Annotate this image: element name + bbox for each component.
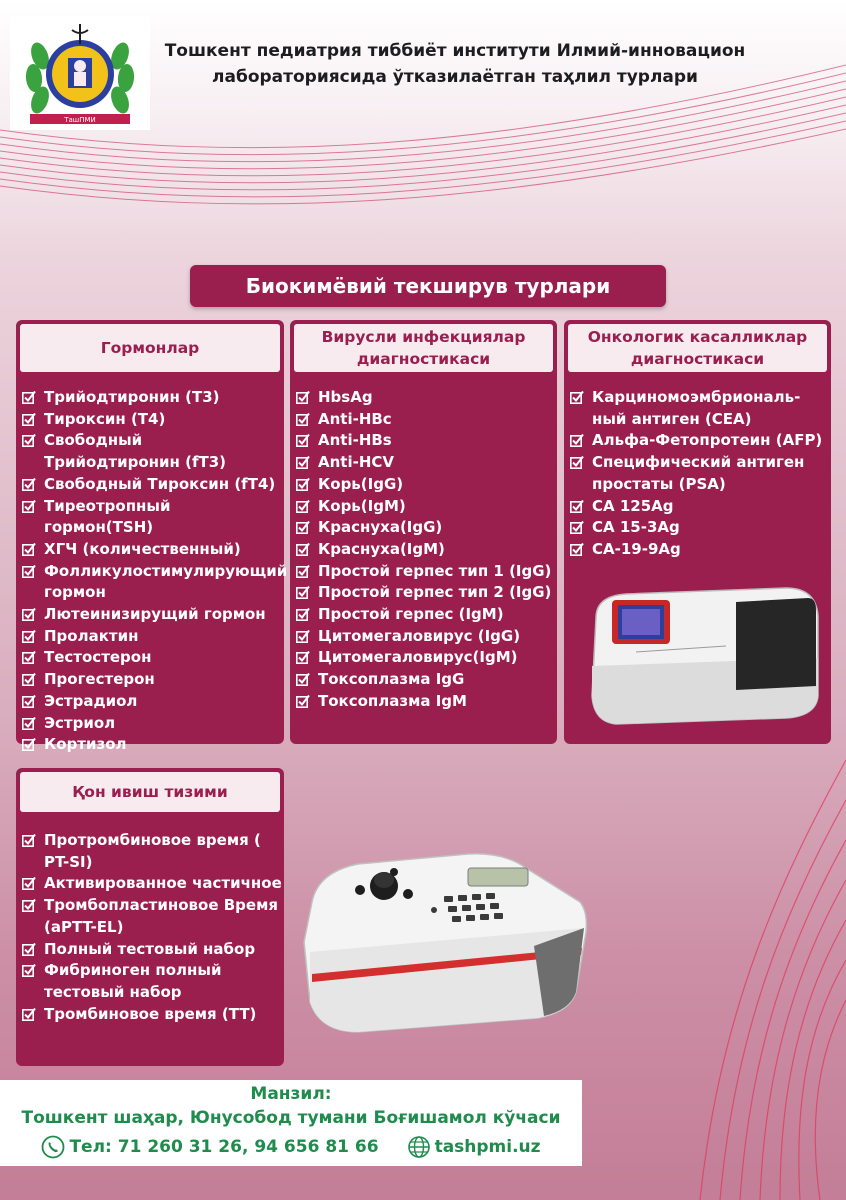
address-text: Тошкент шаҳар, Юнусобод тумани Боғишамол кўчаси (21, 1108, 561, 1128)
hormones-list (22, 387, 288, 756)
list-item-label: Краснуха(IgG) (318, 518, 443, 537)
check-box-icon (22, 390, 36, 404)
list-item-label: Активированное частичное (44, 874, 282, 893)
check-box-icon (296, 629, 310, 643)
check-box-icon (296, 499, 310, 513)
check-box-icon (570, 520, 584, 534)
list-item (570, 539, 829, 561)
list-item (296, 517, 555, 539)
page-title (155, 38, 755, 90)
check-box-icon (22, 898, 36, 912)
check-box-icon (296, 412, 310, 426)
list-item-label: Пролактин (44, 626, 139, 645)
list-item (22, 939, 282, 961)
list-item-label: Корь(IgG) (318, 474, 404, 493)
list-item-label: HbsAg (318, 388, 373, 406)
oncology-panel (564, 320, 831, 744)
check-box-icon (570, 542, 584, 556)
check-box-icon (296, 520, 310, 534)
list-item (570, 430, 829, 452)
hormones-panel-title: Гормонлар (20, 324, 280, 372)
logo-emblem (10, 16, 150, 130)
list-item (22, 604, 282, 626)
list-item-label: Anti-HCV (318, 453, 394, 472)
list-item (296, 691, 555, 713)
institute-logo (10, 16, 150, 130)
list-item-label: Корь(IgM) (318, 496, 406, 515)
hormones-panel (16, 320, 288, 754)
check-box-icon (22, 607, 36, 621)
list-item (22, 734, 282, 756)
list-item (296, 474, 555, 496)
list-item (570, 452, 829, 495)
check-box-icon (22, 1007, 36, 1021)
website-link[interactable]: tashpmi.uz (434, 1137, 541, 1157)
check-box-icon (296, 650, 310, 664)
coagulation-analyzer-image (298, 842, 590, 1038)
check-box-icon (22, 942, 36, 956)
list-item-label: CA-19-9Ag (592, 539, 681, 558)
list-item-label: Тромбопластиновое Время (aPTT-EL) (44, 896, 278, 936)
section-title: Биокимёвий текширув турлари (190, 265, 666, 307)
list-item-label: ХГЧ (количественный) (44, 539, 241, 558)
check-box-icon (22, 694, 36, 708)
phone-contact[interactable] (41, 1135, 378, 1159)
list-item-label: Кортизол (44, 735, 127, 754)
list-item-label: Эстриол (44, 713, 116, 732)
phone-icon (41, 1135, 65, 1159)
list-item (570, 517, 829, 539)
check-box-icon (22, 833, 36, 847)
check-box-icon (22, 433, 36, 447)
list-item-label: Цитомегаловирус (IgG) (318, 626, 521, 645)
list-item (22, 409, 282, 431)
list-item (22, 430, 282, 473)
list-item-label: Тромбиновое время (TT) (44, 1004, 257, 1023)
list-item-label: CA 15-3Ag (592, 518, 680, 537)
check-box-icon (296, 607, 310, 621)
list-item (22, 691, 282, 713)
coagulation-panel-title: Қон ивиш тизими (20, 772, 280, 812)
phone-number: Тел: 71 260 31 26, 94 656 81 66 (69, 1137, 379, 1157)
check-box-icon (570, 433, 584, 447)
address-label: Манзил: (250, 1084, 332, 1104)
list-item (570, 387, 829, 430)
list-item (296, 452, 555, 474)
check-box-icon (296, 542, 310, 556)
list-item-label: Эстрадиол (44, 691, 138, 710)
check-box-icon (296, 564, 310, 578)
list-item-label: Фибриноген полный тестовый набор (44, 961, 222, 1001)
list-item (22, 539, 282, 561)
list-item-label: Anti-HBs (318, 431, 392, 450)
list-item-label: Простой герпес (IgM) (318, 605, 504, 624)
list-item-label: Лютеинизирущий гормон (44, 605, 266, 624)
website-contact[interactable] (407, 1135, 541, 1159)
list-item (22, 960, 282, 1003)
list-item (22, 496, 282, 539)
check-box-icon (296, 477, 310, 491)
oncology-panel-title: Онкологик касалликлар диагностикаси (568, 324, 827, 372)
list-item-label: Протромбиновое время ( PT-SI) (44, 831, 261, 871)
list-item (22, 647, 282, 669)
list-item (296, 539, 555, 561)
list-item (296, 430, 555, 452)
check-box-icon (22, 542, 36, 556)
check-box-icon (296, 585, 310, 599)
check-box-icon (296, 455, 310, 469)
list-item-label: Токсоплазма IgG (318, 670, 465, 689)
check-box-icon (296, 672, 310, 686)
list-item (296, 409, 555, 431)
list-item (22, 626, 282, 648)
list-item-label: Свободный Тироксин (fT4) (44, 474, 276, 493)
check-box-icon (22, 477, 36, 491)
list-item (296, 582, 555, 604)
check-box-icon (22, 876, 36, 890)
list-item (296, 387, 555, 409)
list-item (22, 474, 282, 496)
check-box-icon (22, 672, 36, 686)
list-item-label: CA 125Ag (592, 496, 674, 515)
list-item (22, 669, 282, 691)
viral-panel (290, 320, 557, 744)
list-item-label: Свободный Трийодтиронин (fT3) (44, 431, 227, 472)
list-item-label: Anti-HBc (318, 409, 392, 428)
list-item-label: Прогестерон (44, 670, 155, 689)
check-box-icon (22, 629, 36, 643)
coagulation-panel (16, 768, 284, 1066)
list-item-label: Простой герпес тип 1 (IgG) (318, 561, 552, 580)
list-item (296, 604, 555, 626)
oncology-list (570, 387, 829, 561)
list-item (22, 895, 282, 938)
logo-text: ТашПМИ (64, 116, 96, 124)
list-item (22, 1004, 282, 1026)
check-box-icon (22, 412, 36, 426)
list-item-label: Тестостерон (44, 648, 152, 667)
list-item (296, 561, 555, 583)
list-item-label: Тиреотропный гормон(TSH) (44, 496, 171, 537)
list-item (296, 626, 555, 648)
check-box-icon (296, 433, 310, 447)
check-box-icon (22, 564, 36, 578)
list-item-label: Токсоплазма IgM (318, 691, 467, 710)
check-box-icon (22, 716, 36, 730)
contacts-row (0, 1135, 582, 1159)
coagulation-list (22, 830, 282, 1025)
list-item (22, 561, 288, 604)
list-item (22, 830, 282, 873)
list-item-label: Трийодтиронин (Т3) (44, 388, 220, 406)
check-box-icon (570, 390, 584, 404)
globe-icon (407, 1135, 431, 1159)
page-title-line1: Тошкент педиатрия тиббиёт институти Илмий-инновацион (164, 41, 746, 61)
list-item-label: Простой герпес тип 2 (IgG) (318, 583, 552, 602)
viral-panel-title: Вирусли инфекциялар диагностикаси (294, 324, 553, 372)
list-item (22, 873, 282, 895)
list-item-label: Краснуха(IgM) (318, 539, 445, 558)
list-item (296, 669, 555, 691)
list-item (22, 387, 282, 409)
check-box-icon (570, 499, 584, 513)
list-item-label: Фолликулостимулирующий гормон (44, 561, 288, 602)
check-box-icon (22, 650, 36, 664)
list-item-label: Полный тестовый набор (44, 939, 256, 958)
page-title-line2: лабораториясида ўтказилаётган таҳлил турлари (212, 67, 698, 87)
viral-list (296, 387, 555, 713)
check-box-icon (296, 390, 310, 404)
list-item-label: Альфа-Фетопротеин (AFP) (592, 431, 823, 450)
check-box-icon (22, 963, 36, 977)
microplate-reader-image (576, 566, 826, 738)
list-item-label: Тироксин (Т4) (44, 409, 166, 428)
list-item-label: Цитомегаловирус(IgM) (318, 648, 518, 667)
list-item-label: Специфический антиген простаты (PSA) (592, 453, 805, 493)
check-box-icon (570, 455, 584, 469)
check-box-icon (22, 737, 36, 751)
check-box-icon (22, 499, 36, 513)
check-box-icon (296, 694, 310, 708)
list-item (296, 496, 555, 518)
list-item (296, 647, 555, 669)
list-item (570, 496, 829, 518)
footer-contact-block (0, 1080, 582, 1166)
list-item (22, 713, 282, 735)
list-item-label: Карциномоэмбриональ-ный антиген (CEA) (592, 388, 801, 428)
